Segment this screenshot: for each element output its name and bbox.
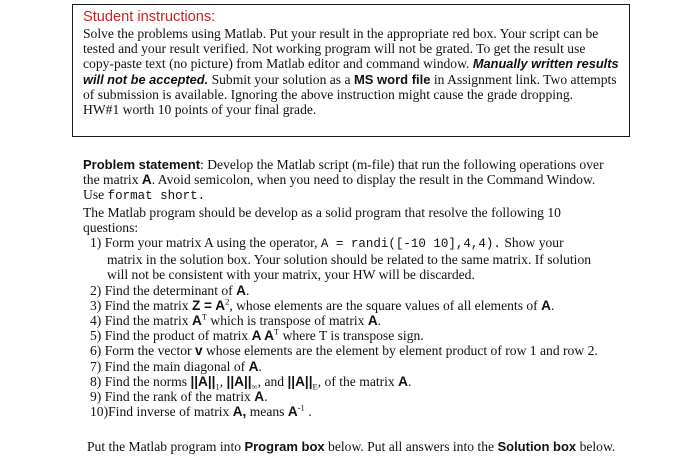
question-2-period: . [245,282,250,298]
program-box-label: Program box [244,439,325,454]
question-4-b: which is transpose of matrix [210,313,365,329]
question-6-a: 6) Form the vector [90,343,192,359]
question-5-a: 5) Find the product of matrix [90,328,249,344]
question-3 [83,298,628,313]
norm-1-sub: 1 [215,381,220,392]
question-5-b: where T is transpose sign. [282,328,424,344]
question-9 [83,389,628,404]
question-9-matrix: A [254,389,265,405]
question-10-inverse: A [287,404,298,420]
question-6 [83,343,628,358]
instructions-line-2: tested and your result verified. Not working program will not be grated. To get the result use [83,41,586,57]
question-5-transpose: T [274,326,280,337]
norm-and: , and [257,373,285,389]
question-3-b: , whose elements are the square values of all elements of [229,297,538,313]
question-7-period: . [258,358,262,374]
question-9-period: . [264,389,268,405]
problem-line-1 [83,157,628,172]
problem-line-5: questions: [83,219,139,235]
instructions-line-6: HW#1 worth 10 points of your final grade. [83,102,317,118]
solution-box-label: Solution box [497,439,577,454]
norm-1: ||A|| [190,373,216,389]
question-9-a: 9) Find the rank of the matrix [90,389,251,405]
question-2-matrix: A [236,282,246,298]
question-4-period: . [377,313,382,329]
footer-c: below. [579,439,616,454]
instructions-heading: Student instructions: [83,9,216,25]
norm-e: ||A|| [287,373,313,389]
question-6-vector: v [194,343,203,359]
ms-word-file-label: MS word file [353,71,431,87]
norm-sep-1: , [219,373,224,389]
question-10-period: . [308,404,312,420]
question-7 [83,359,628,374]
question-1 [83,235,628,252]
question-3-period: . [550,297,555,313]
problem-line-4: The Matlab program should be develop as a solid program that resolve the following 10 [83,204,561,220]
question-5 [83,328,628,343]
student-instructions [83,8,628,117]
question-2-a: 2) Find the determinant of [90,282,233,298]
question-4 [83,313,628,328]
question-3-formula: Z = A [191,297,226,313]
question-3-matrix: A [541,297,551,313]
question-4-a: 4) Find the matrix [90,313,189,329]
questions-list [83,235,628,419]
question-8-period: . [407,373,412,389]
question-7-a: 7) Find the main diagonal of [90,358,246,374]
question-10-sup: -1 [297,402,305,413]
question-3-a: 3) Find the matrix [90,297,189,313]
question-10-matrix: A, [232,404,247,420]
question-3-square: 2 [225,296,230,307]
randi-code: A = randi([-10 10],4,4). [320,237,501,252]
question-1-line-3: will not be consistent with your matrix, your HW will be discarded. [107,267,475,283]
question-4-matrix: A [191,313,202,329]
format-short-code: format short. [107,189,206,204]
problem-line-3 [83,187,628,204]
question-10-a: 10)Find inverse of matrix [90,404,230,420]
footer-line [87,439,632,454]
question-4-matrix-2: A [367,313,378,329]
question-7-matrix: A [248,358,259,374]
instructions-line-5: of submission is available. Ignoring the above instruction might cause the grade dropping. [83,86,574,102]
question-6-b: whose elements are the element by element product of row 1 and row 2. [205,343,598,359]
problem-line-2-b: . Avoid semicolon, when you need to display the result in the Command Window. [151,172,596,188]
norm-inf: ||A|| [226,373,252,389]
footer-b: below. Put all answers into the [328,439,495,454]
norm-inf-sub: ∞ [251,381,258,392]
instructions-line-4-b: in Assignment link. Two attempts [433,71,617,87]
question-1-b: Show your [504,235,564,251]
question-8-a: 8) Find the norms [90,373,188,389]
question-1-line-2: matrix in the solution box. Your solution should be related to the same matrix. If solution [107,252,592,268]
instructions-line-4-a: Submit your solution as a [211,71,351,87]
problem-line-1-rest: : Develop the Matlab script (m-file) that run the following operations over [200,157,604,172]
matrix-a-bold: A [141,172,152,188]
question-5-product: A A [251,328,274,344]
question-8 [83,373,628,392]
instructions-line-4 [83,72,628,87]
instructions-line-3-text: copy-paste text (no picture) from Matlab editor and command window. [83,56,470,72]
question-2 [83,283,628,298]
question-4-transpose: T [201,311,207,322]
instructions-line-3 [83,56,628,71]
instructions-line-1: Solve the problems using Matlab. Put your result in the appropriate red box. Your script can be [83,26,599,41]
question-10 [83,404,628,419]
norm-e-sub: E [312,381,318,392]
question-10-b: means [249,404,285,420]
problem-label: Problem statement [83,157,201,172]
problem-line-3-a: Use [83,187,105,203]
question-1-a: 1) Form your matrix A using the operator, [90,235,318,251]
footer-a: Put the Matlab program into [87,439,242,454]
instructions-emphasis-2: will not be accepted. [83,71,209,87]
question-8-matrix: A [398,373,408,389]
problem-statement [83,157,628,419]
problem-line-2-a: the matrix [83,172,139,188]
instructions-emphasis-1: Manually written results [472,56,619,72]
question-8-b: , of the matrix [317,373,395,389]
problem-line-2 [83,172,628,187]
footer-instructions [87,439,632,454]
